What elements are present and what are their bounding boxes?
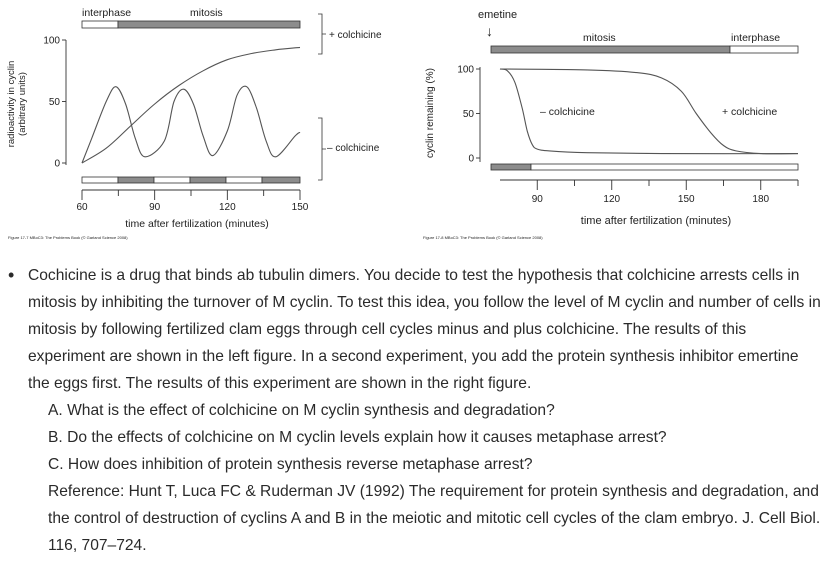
- right-y-label-wrap: [425, 68, 436, 158]
- right-mitosis-label: mitosis: [583, 32, 616, 44]
- right-x-tick-label: 180: [752, 194, 770, 205]
- right-x-tick-label: 90: [531, 194, 543, 205]
- left-x-tick-label: 120: [218, 202, 236, 213]
- right-y-tick-label: 100: [457, 64, 474, 76]
- emetine-label: emetine: [478, 9, 518, 21]
- left-figure-credit: Figure 17-7 MBoC3: The Problems Book (© Garland Science 2008): [8, 235, 128, 240]
- left-y-tick-label: 0: [54, 158, 60, 170]
- figures: [0, 0, 832, 250]
- left-y-ticks: [43, 36, 66, 170]
- right-y-ticks: [457, 65, 480, 165]
- left-interphase-label: interphase: [82, 7, 132, 19]
- question-block: [8, 262, 824, 559]
- right-y-tick-label: 50: [462, 109, 474, 120]
- left-y-label-line2: (arbitrary units): [17, 72, 28, 136]
- right-x-label: time after fertilization (minutes): [580, 215, 732, 227]
- left-y-tick-label: 100: [43, 35, 60, 47]
- question-a: A. What is the effect of colchicine on M cyclin synthesis and degradation?: [48, 402, 555, 419]
- left-bottom-seg-3: [154, 177, 190, 183]
- right-figure: [423, 9, 798, 240]
- left-top-bar-interphase: [82, 21, 118, 28]
- left-y-label: [6, 61, 28, 148]
- left-minus-bracket: [318, 118, 326, 180]
- right-x-tick-label: 150: [677, 194, 695, 205]
- right-figure-credit: Figure 17-8 MBoC3: The Problems Book (© Garland Science 2008): [423, 235, 543, 240]
- left-figure: [6, 7, 382, 240]
- emetine-arrow-icon: ↓: [486, 23, 493, 39]
- left-bottom-seg-6: [262, 177, 300, 183]
- left-top-bar-mitosis: [118, 21, 300, 28]
- left-mitosis-label: mitosis: [190, 7, 223, 19]
- left-series-line-2: [82, 86, 300, 163]
- right-y-label: cyclin remaining (%): [425, 67, 436, 159]
- right-bottom-bar-mitosis: [491, 164, 531, 170]
- right-plus-colchicine-label: + colchicine: [722, 106, 778, 118]
- question-b: B. Do the effects of colchicine on M cyclin levels explain how it causes metaphase arrest?: [48, 429, 667, 446]
- left-x-label: time after fertilization (minutes): [125, 218, 269, 230]
- bullet-icon: •: [8, 265, 15, 285]
- question-c: C. How does inhibition of protein synthesis reverse metaphase arrest?: [48, 456, 533, 473]
- right-bottom-bar-interphase: [531, 164, 798, 170]
- left-bottom-seg-2: [118, 177, 154, 183]
- right-x-tick-label: 120: [603, 194, 621, 205]
- right-minus-colchicine-label: – colchicine: [540, 106, 595, 118]
- left-plot-lines: [82, 47, 300, 163]
- question-bullet-row: [8, 262, 824, 559]
- left-y-tick-label: 50: [48, 97, 60, 108]
- right-top-bar-interphase: [730, 46, 798, 53]
- left-bottom-seg-4: [190, 177, 226, 183]
- question-intro: Cochicine is a drug that binds ab tubulin dimers. You decide to test the hypothesis that colchicine arrests cells in mitosis by inhibiting the turnover of M cyclin. To test this idea, you follow the level of M cyclin and number of cells in mitosis by following fertilized clam eggs through cell cycles minus and plus colchicine. The results of this experiment are shown in the left figure. In a second experiment, you add the protein synthesis inhibitor emertine the eggs first. The results of this experiment are shown in the right figure.: [28, 267, 821, 392]
- left-plus-bracket: [318, 14, 326, 54]
- right-x-ticks: [532, 180, 798, 205]
- left-x-ticks: [76, 190, 308, 213]
- right-y-tick-label: 0: [468, 153, 474, 165]
- right-interphase-label: interphase: [731, 32, 781, 44]
- question-reference: Reference: Hunt T, Luca FC & Ruderman JV (1992) The requirement for protein synthesis and degradation, and the control of destruction of cyclins A and B in the meiotic and mitotic cell cycles of the clam embryo. J. Cell Biol. 116, 707–724.: [48, 483, 821, 554]
- left-x-tick-label: 90: [149, 202, 161, 213]
- left-y-label-line1: radioactivity in cyclin: [6, 60, 17, 148]
- left-bottom-bar: [82, 177, 300, 183]
- question-body: [28, 262, 824, 559]
- left-minus-colchicine-label: – colchicine: [327, 143, 380, 154]
- right-top-bar-mitosis: [491, 46, 730, 53]
- left-bottom-seg-1: [82, 177, 118, 183]
- left-x-tick-label: 60: [76, 202, 88, 213]
- left-x-tick-label: 150: [291, 202, 309, 213]
- left-plus-colchicine-label: + colchicine: [329, 30, 382, 41]
- left-bottom-seg-5: [226, 177, 262, 183]
